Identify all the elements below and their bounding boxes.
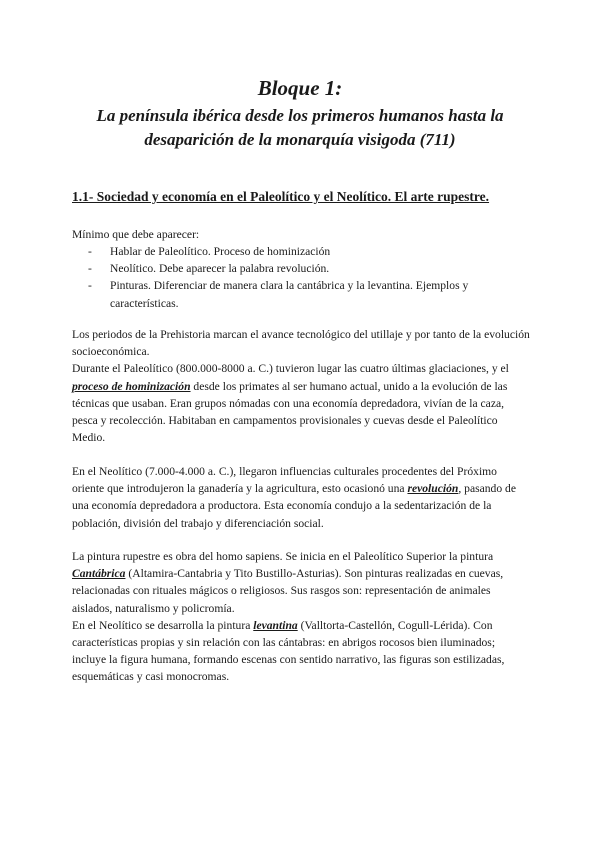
text-run: (Valltorta-Castellón, Cogull-Lérida). Con características propias y sin relación con las cántabras: en abrigos rocosos bien iluminados; incluye la figura humana, formando escenas con sentido narrativo, las figuras son estilizadas, esquemáticas y casi monocromas. [72,618,505,684]
highlight-term: Cantábrica [72,567,126,581]
section-heading: 1.1- Sociedad y economía en el Paleolítico y el Neolítico. El arte rupestre. [72,189,490,204]
list-item-text: Neolítico. Debe aparecer la palabra revolución. [110,262,330,276]
paragraph-neolitico [72,463,532,532]
text-run: En el Neolítico se desarrolla la pintura [72,618,254,632]
paragraph-line [72,617,532,686]
text-run: , pasando de una economía depredadora a productora. Esta economía condujo a la sedentarización de la población, división del trabajo y diferenciación social. [72,482,516,530]
text-run: Durante el Paleolítico (800.000-8000 a. C.) tuvieron lugar las cuatro últimas glaciaciones, y el [72,362,509,376]
list-bullet: - [88,279,92,293]
paragraph-line [72,463,532,532]
text-run: La pintura rupestre es obra del homo sapiens. Se inicia en el Paleolítico Superior la pintura [72,550,494,563]
paragraph-paleolitico [72,326,532,446]
list-item [88,277,528,311]
page-subtitle: La península ibérica desde los primeros humanos hasta la desaparición de la monarquía visigoda (711) [96,106,504,149]
list-bullet: - [88,245,92,258]
paragraph-line [72,360,532,446]
list-bullet: - [88,262,92,276]
requirements-intro: Mínimo que debe aparecer: [72,228,200,241]
list-item [88,260,528,277]
highlight-term: proceso de hominización [72,379,191,393]
paragraph-line [72,548,532,617]
text-run: En el Neolítico (7.000-4.000 a. C.), llegaron influencias culturales procedentes del Próximo oriente que introdujeron la ganadería y la agricultura, esto ocasionó una [72,465,497,496]
text-run: (Altamira-Cantabria y Tito Bustillo-Asturias). Son pinturas realizadas en cuevas, relacionadas con rituales mágicos o religiosos. Sus rasgos son: representación de animales aislados, naturalismo y policromía. [72,567,504,615]
requirements-list [88,243,528,312]
paragraph-arte-rupestre [72,548,532,686]
list-item-text: Pinturas. Diferenciar de manera clara la cantábrica y la levantina. Ejemplos y características. [110,279,469,310]
text-run: desde los primates al ser humano actual, unido a la evolución de las técnicas que usaban. Eran grupos nómadas con una economía depredadora, vivían de la caza, pesca y recolección. Habitaban en campamentos provisionales y cuevas desde el Paleolítico Medio. [72,379,508,445]
list-item-text: Hablar de Paleolítico. Proceso de hominización [110,245,331,258]
page-title: Bloque 1: [257,76,343,100]
highlight-term: revolución [407,482,459,496]
highlight-term: levantina [253,618,298,632]
paragraph-line: Los periodos de la Prehistoria marcan el avance tecnológico del utillaje y por tanto de la evolución socioeconómica. [72,328,530,359]
list-item [88,243,528,260]
